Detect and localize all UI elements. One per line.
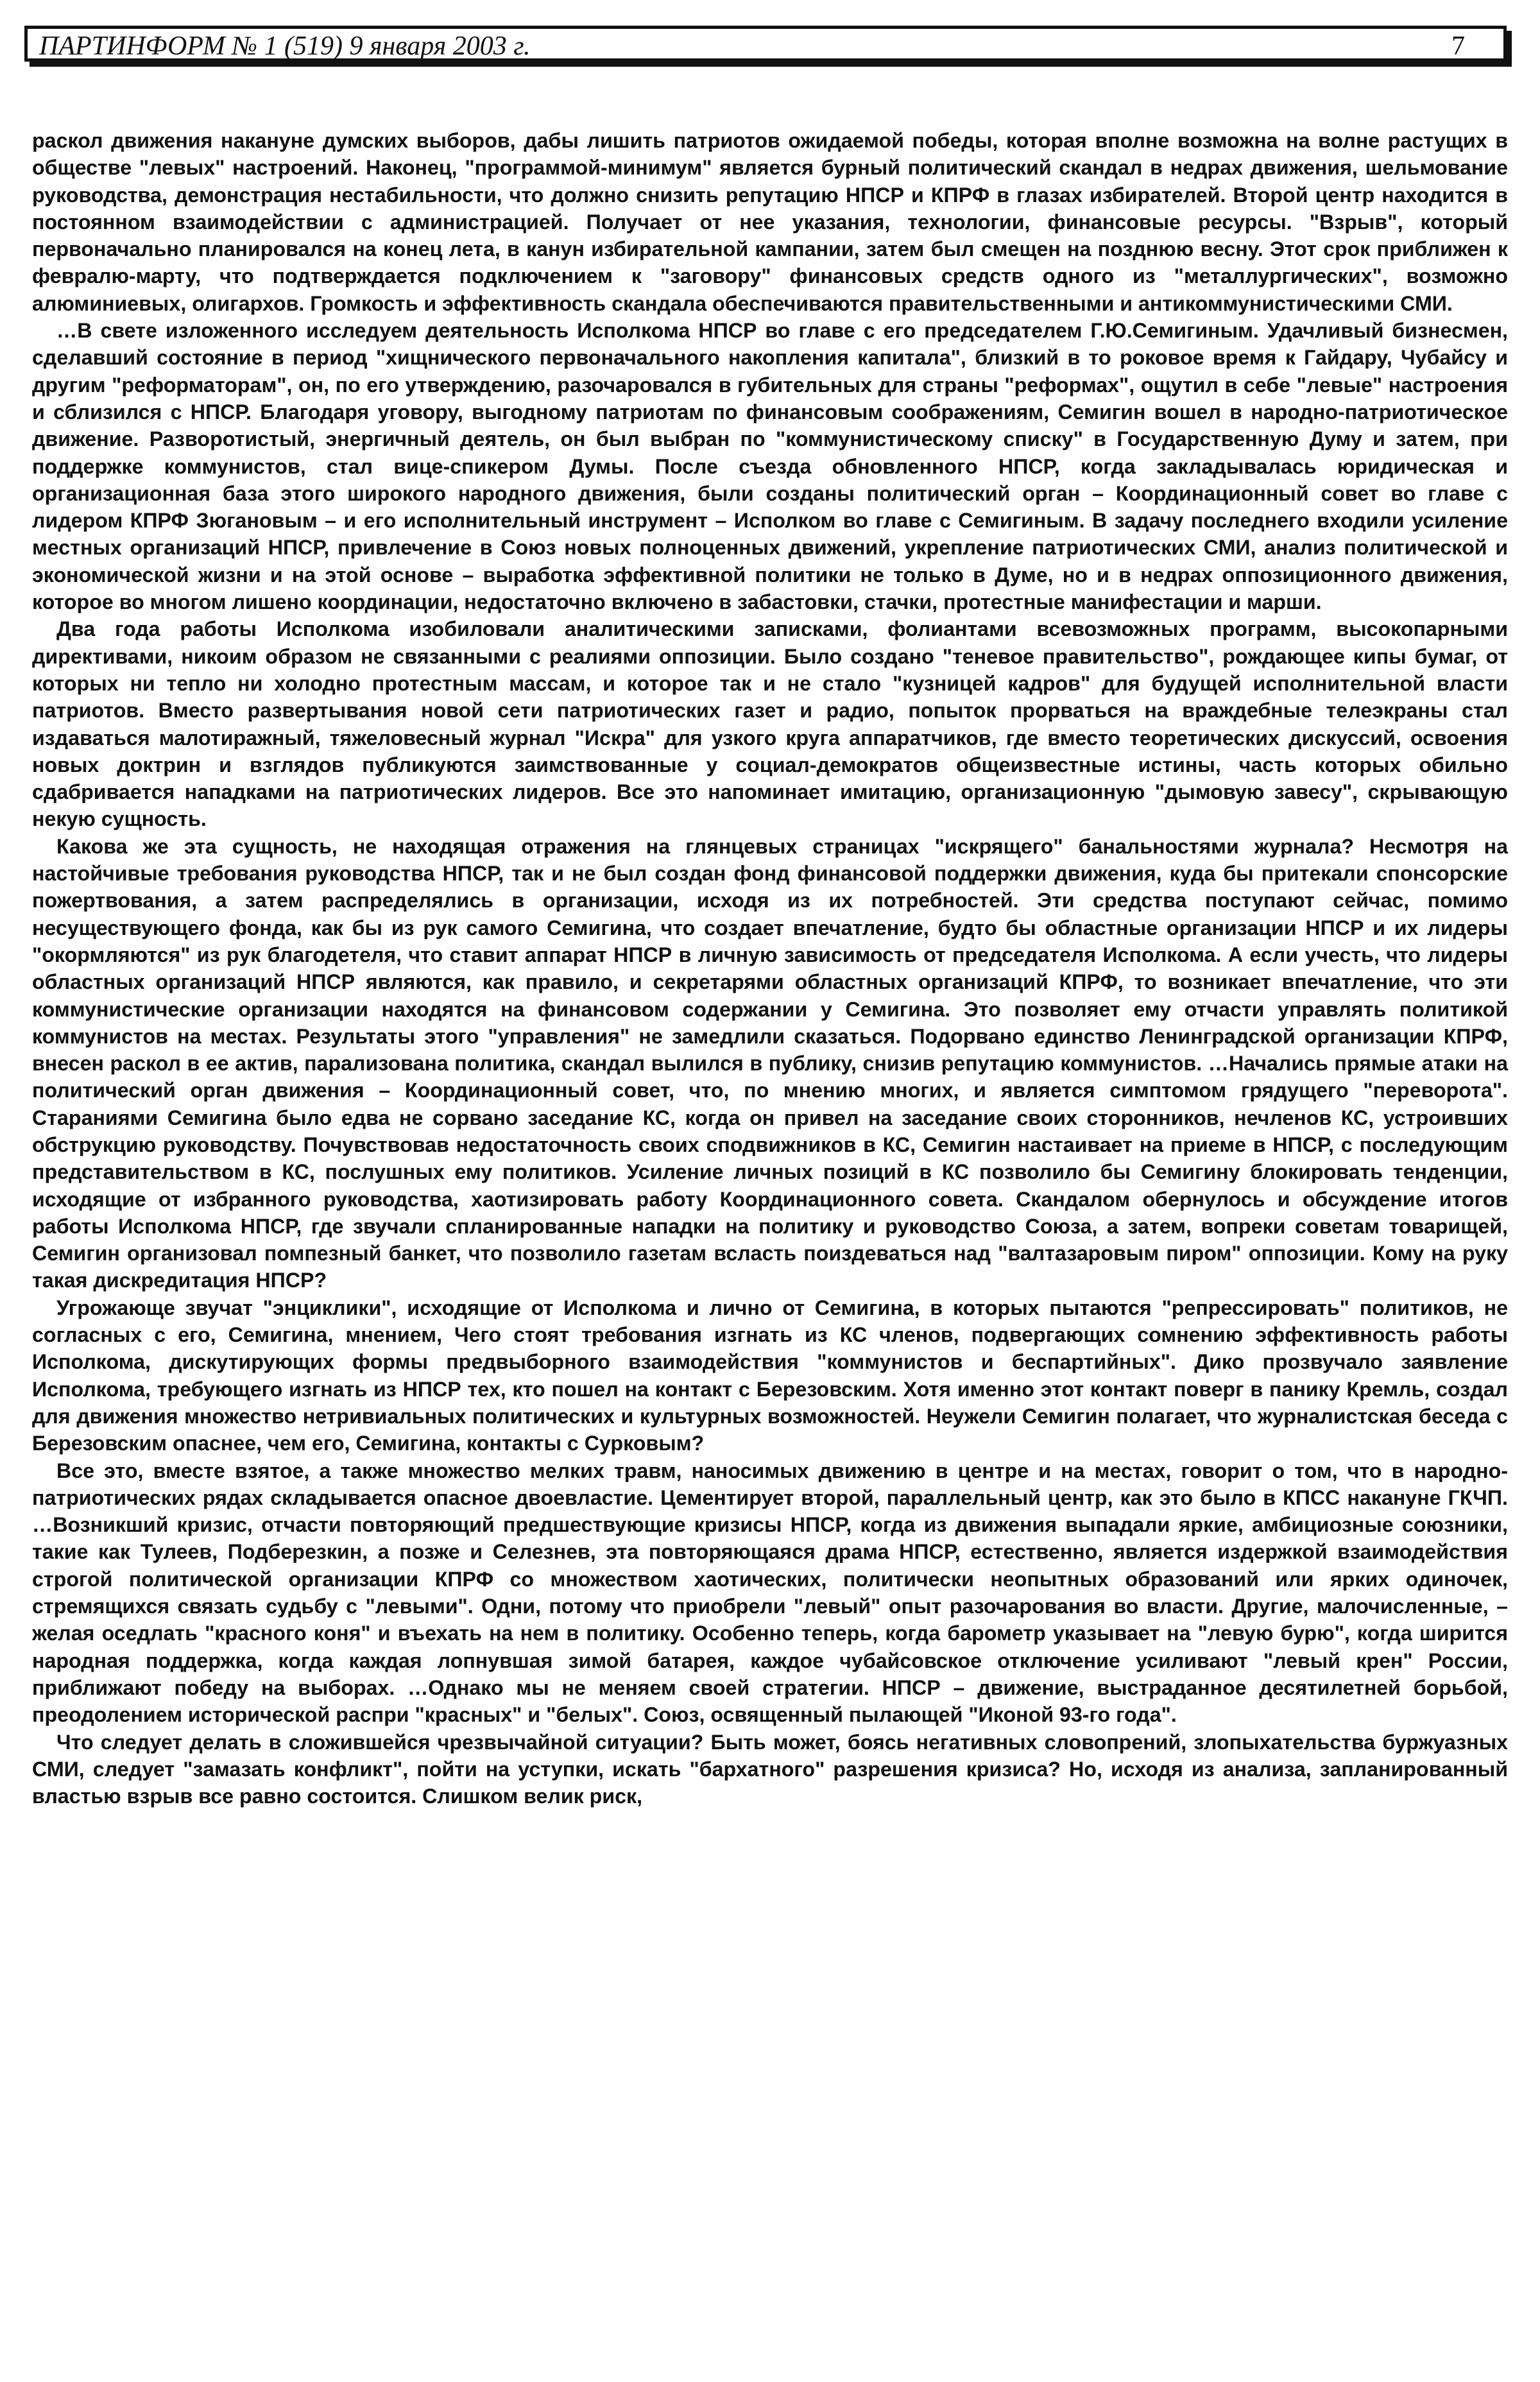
article-paragraph: Что следует делать в сложившейся чрезвычайной ситуации? Быть может, боясь негативных словопрений, злопыхательства буржуазных СМИ, следует "замазать конфликт", пойти на уступки, искать "бархатного" разрешения кризиса? Но, исходя из анализа, запланированный властью взрыв все равно состоится. Слишком велик риск,	[32, 1730, 1508, 1808]
article-paragraph: Два года работы Исполкома изобиловали аналитическими записками, фолиантами всевозможных программ, высокопарными директивами, никоим образом не связанными с реалиями оппозиции. Было создано "теневое правительство", рождающее кипы бумаг, от которых ни тепло ни холодно протестным массам, и которое так и не стало "кузницей кадров" для будущей исполнительной власти патриотов. Вместо развертывания новой сети патриотических газет и радио, попыток прорваться на враждебные телеэкраны стал издаваться малотиражный, тяжеловесный журнал "Искра" для узкого круга аппаратчиков, где вместо теоретических дискуссий, освоения новых доктрин и взглядов публикуются заимствованные у социал-демократов общеизвестные истины, часть которых обильно сдабривается нападками на патриотических лидеров. Все это напоминает имитацию, организационную "дымовую завесу", скрывающую некую сущность.	[32, 617, 1508, 831]
article-paragraph: Какова же эта сущность, не находящая отражения на глянцевых страницах "искрящего" банальностями журнала? Несмотря на настойчивые требования руководства НПСР, так и не был создан фонд финансовой поддержки движения, куда бы притекали спонсорские пожертвования, а затем распределялись в организации, исходя из их потребностей. Эти средства поступают сейчас, помимо несуществующего фонда, как бы из рук самого Семигина, что создает впечатление, будто бы областные организации НПСР и их лидеры "окормляются" из рук благодетеля, что ставит аппарат НПСР в личную зависимость от председателя Исполкома. А если учесть, что лидеры областных организаций НПСР являются, как правило, и секретарями областных организаций КПРФ, то возникает впечатление, что эти коммунистические организации находятся на финансовом содержании у Семигина. Это позволяет ему отчасти управлять политикой коммунистов на местах. Результаты этого "управления" не замедлили сказаться. Подорвано единство Ленинградской организации КПРФ, внесен раскол в ее актив, парализована политика, скандал вылился в публику, снизив репутацию коммунистов. …Начались прямые атаки на политический орган движения – Координационный совет, что, по мнению многих, и является симптомом грядущего "переворота". Стараниями Семигина было едва не сорвано заседание КС, когда он привел на заседание своих сторонников, нечленов КС, устроивших обструкцию руководству. Почувствовав недостаточность своих сподвижников в КС, Семигин настаивает на приеме в НПСР, с последующим представительством в КС, послушных ему политиков. Усиление личных позиций в КС позволило бы Семигину блокировать тенденции, исходящие от избранного руководства, хаотизировать работу Координационного совета. Скандалом обернулось и обсуждение итогов работы Исполкома НПСР, где звучали спланированные нападки на политику и руководство Союза, а затем, вопреки советам товарищей, Семигин организовал помпезный банкет, что позволило газетам всласть поиздеваться над "валтазаровым пиром" оппозиции. Кому на руку такая дискредитация НПСР?	[32, 834, 1508, 1292]
article-paragraph: раскол движения накануне думских выборов, дабы лишить патриотов ожидаемой победы, которая вполне возможна на волне растущих в обществе "левых" настроений. Наконец, "программой-минимум" является бурный политический скандал в недрах движения, шельмование руководства, демонстрация нестабильности, что должно снизить репутацию НПСР и КПРФ в глазах избирателей. Второй центр находится в постоянном взаимодействии с администрацией. Получает от нее указания, технологии, финансовые ресурсы. "Взрыв", который первоначально планировался на конец лета, в канун избирательной кампании, затем был смещен на позднюю весну. Этот срок приближен к февралю-марту, что подтверждается подключением к "заговору" финансовых средств одного из "металлургических", возможно алюминиевых, олигархов. Громкость и эффективность скандала обеспечиваются правительственными и антикоммунистическими СМИ.	[32, 129, 1508, 315]
newspaper-issue-title: ПАРТИНФОРМ № 1 (519) 9 января 2003 г.	[39, 31, 531, 61]
article-paragraph: Угрожающе звучат "энциклики", исходящие от Исполкома и лично от Семигина, в которых пытаются "репрессировать" политиков, не согласных с его, Семигина, мнением, Чего стоят требования изгнать из КС членов, подвергающих сомнению эффективность работы Исполкома, дискутирующих формы предвыборного взаимодействия "коммунистов и беспартийных". Дико прозвучало заявление Исполкома, требующего изгнать из НПСР тех, кто пошел на контакт с Березовским. Хотя именно этот контакт поверг в панику Кремль, создал для движения множество нетривиальных политических и культурных возможностей. Неужели Семигин полагает, что журналистская беседа с Березовским опаснее, чем его, Семигина, контакты с Сурковым?	[32, 1296, 1508, 1455]
article-body	[32, 127, 1508, 1810]
article-paragraph: …В свете изложенного исследуем деятельность Исполкома НПСР во главе с его председателем Г.Ю.Семигиным. Удачливый бизнесмен, сделавший состояние в период "хищнического первоначального накопления капитала", близкий в то роковое время к Гайдару, Чубайсу и другим "реформаторам", он, по его утверждению, разочаровался в губительных для страны "реформах", ощутил в себе "левые" настроения и сблизился с НПСР. Благодаря уговору, выгодному патриотам по финансовым соображениям, Семигин вошел в народно-патриотическое движение. Разворотистый, энергичный деятель, он был выбран по "коммунистическому списку" в Государственную Думу и затем, при поддержке коммунистов, стал вице-спикером Думы. После съезда обновленного НПСР, когда закладывалась юридическая и организационная база этого широкого народного движения, были созданы политический орган – Координационный совет во главе с лидером КПРФ Зюгановым – и его исполнительный инструмент – Исполком во главе с Семигиным. В задачу последнего входили усиление местных организаций НПСР, привлечение в Союз новых полноценных движений, укрепление патриотических СМИ, анализ политической и экономической жизни и на этой основе – выработка эффективной политики не только в Думе, но и в недрах оппозиционного движения, которое во многом лишено координации, недостаточно включено в забастовки, стачки, протестные манифестации и марши.	[32, 319, 1508, 614]
page-number: 7	[1451, 31, 1465, 61]
page-header	[24, 26, 1507, 62]
article-paragraph: Все это, вместе взятое, а также множество мелких травм, наносимых движению в центре и на местах, говорит о том, что в народно-патриотических рядах складывается опасное двоевластие. Цементирует второй, параллельный центр, как это было в КПСС накануне ГКЧП. …Возникший кризис, отчасти повторяющий предшествующие кризисы НПСР, когда из движения выпадали яркие, амбициозные союзники, такие как Тулеев, Подберезкин, а позже и Селезнев, эта повторяющаяся драма НПСР, естественно, является издержкой взаимодействия строгой политической организации КПРФ со множеством хаотических, политически неопытных образований или ярких одиночек, стремящихся связать судьбу с "левыми". Одни, потому что приобрели "левый" опыт разочарования во власти. Другие, малочисленные, – желая оседлать "красного коня" и въехать на нем в политику. Особенно теперь, когда барометр указывает на "левую бурю", когда ширится народная поддержка, когда каждая лопнувшая зимой батарея, каждое чубайсовское отключение усиливают "левый крен" России, приближают победу на выборах. …Однако мы не меняем своей стратегии. НПСР – движение, выстраданное десятилетней борьбой, преодолением исторической распри "красных" и "белых". Союз, освященный пылающей "Иконой 93-го года".	[32, 1459, 1508, 1727]
